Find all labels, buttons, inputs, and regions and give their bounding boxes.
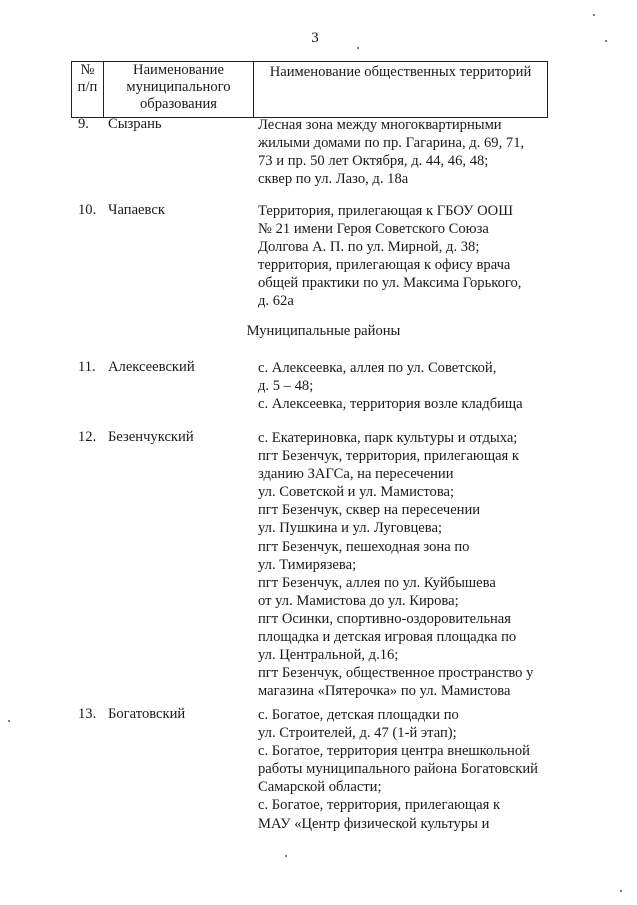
municipality-name: Безенчукский — [108, 429, 194, 445]
row-number: 10. — [78, 202, 97, 218]
territory-line: сквер по ул. Лазо, д. 18а — [258, 171, 409, 188]
territory-line: работы муниципального района Богатовский — [258, 761, 538, 778]
territory-line: пгт Безенчук, сквер на пересечении — [258, 502, 481, 519]
territory-line: № 21 имени Героя Советского Союза — [258, 221, 489, 238]
territory-line: Долгова А. П. по ул. Мирной, д. 38; — [258, 239, 480, 256]
territory-line: от ул. Мамистова до ул. Кирова; — [258, 592, 459, 609]
territory-list — [258, 116, 578, 188]
table-header — [71, 61, 548, 118]
territory-line: пгт Осинки, спортивно-оздоровительная — [258, 610, 511, 627]
header-territories-label: Наименование общественных территорий — [269, 64, 532, 80]
scan-speck — [285, 855, 287, 857]
territory-line: с. Алексеевка, аллея по ул. Советской, — [258, 360, 497, 376]
territory-line: ул. Тимирязева; — [258, 556, 357, 573]
row-number: 13. — [78, 706, 97, 722]
municipality-name: Чапаевск — [108, 202, 165, 218]
territory-line: пгт Безенчук, аллея по ул. Куйбышева — [258, 574, 496, 591]
territory-line: 73 и пр. 50 лет Октября, д. 44, 46, 48; — [258, 153, 489, 170]
header-num-cell — [72, 62, 104, 118]
row-number: 12. — [78, 429, 97, 445]
territory-line: с. Богатое, территория, прилегающая к — [258, 797, 501, 814]
page-number: 3 — [311, 30, 319, 46]
header-row — [72, 62, 548, 118]
scan-speck — [605, 40, 607, 42]
territory-line: ул. Центральной, д.16; — [258, 647, 399, 664]
header-num-line: № — [80, 62, 95, 78]
row-number: 9. — [78, 116, 89, 132]
territory-line: территория, прилегающая к офису врача — [258, 257, 511, 274]
header-num-line: п/п — [77, 79, 98, 95]
section-title: Муниципальные районы — [246, 323, 401, 339]
territory-list — [258, 706, 578, 833]
header-municipality-line: образования — [140, 96, 217, 112]
territory-line: Самарской области; — [258, 779, 382, 796]
territory-line: пгт Безенчук, общественное пространство у — [258, 665, 534, 682]
territory-line: зданию ЗАГСа, на пересечении — [258, 466, 454, 483]
header-municipality-cell — [104, 62, 254, 118]
territory-list — [258, 359, 578, 413]
territory-line: общей практики по ул. Максима Горького, — [258, 275, 522, 292]
territory-line: д. 5 – 48; — [258, 378, 314, 395]
territory-line: с. Богатое, детская площадки по — [258, 707, 459, 723]
row-number: 11. — [78, 359, 96, 375]
municipality-name: Богатовский — [108, 706, 186, 722]
territory-line: с. Екатериновка, парк культуры и отдыха; — [258, 430, 518, 446]
header-municipality-line: Наименование — [133, 62, 224, 78]
header-municipality-line: муниципального — [126, 79, 231, 95]
territory-line: Лесная зона между многоквартирными — [258, 117, 502, 133]
territory-line: ул. Советской и ул. Мамистова; — [258, 484, 455, 501]
municipality-name: Сызрань — [108, 116, 162, 132]
territory-line: ул. Пушкина и ул. Луговцева; — [258, 520, 442, 537]
header-territories-cell — [254, 62, 548, 118]
territory-line: магазина «Пятерочка» по ул. Мамистова — [258, 683, 511, 700]
municipality-name: Алексеевский — [108, 359, 195, 375]
territory-line: площадка и детская игровая площадка по — [258, 629, 517, 646]
territory-list — [258, 202, 578, 311]
scan-speck — [593, 14, 595, 16]
scan-speck — [620, 890, 622, 892]
scan-speck — [357, 47, 359, 49]
territory-list — [258, 429, 578, 700]
territory-line: ул. Строителей, д. 47 (1-й этап); — [258, 725, 457, 742]
territory-line: д. 62а — [258, 293, 294, 310]
territory-line: пгт Безенчук, пешеходная зона по — [258, 538, 470, 555]
territory-line: жилыми домами по пр. Гагарина, д. 69, 71, — [258, 135, 525, 152]
territory-line: Территория, прилегающая к ГБОУ ООШ — [258, 203, 513, 219]
territory-line: с. Богатое, территория центра внешкольной — [258, 743, 530, 760]
territory-line: с. Алексеевка, территория возле кладбища — [258, 396, 523, 413]
territory-line: пгт Безенчук, территория, прилегающая к — [258, 448, 519, 465]
territory-line: МАУ «Центр физической культуры и — [258, 815, 490, 832]
scan-speck — [8, 720, 10, 722]
